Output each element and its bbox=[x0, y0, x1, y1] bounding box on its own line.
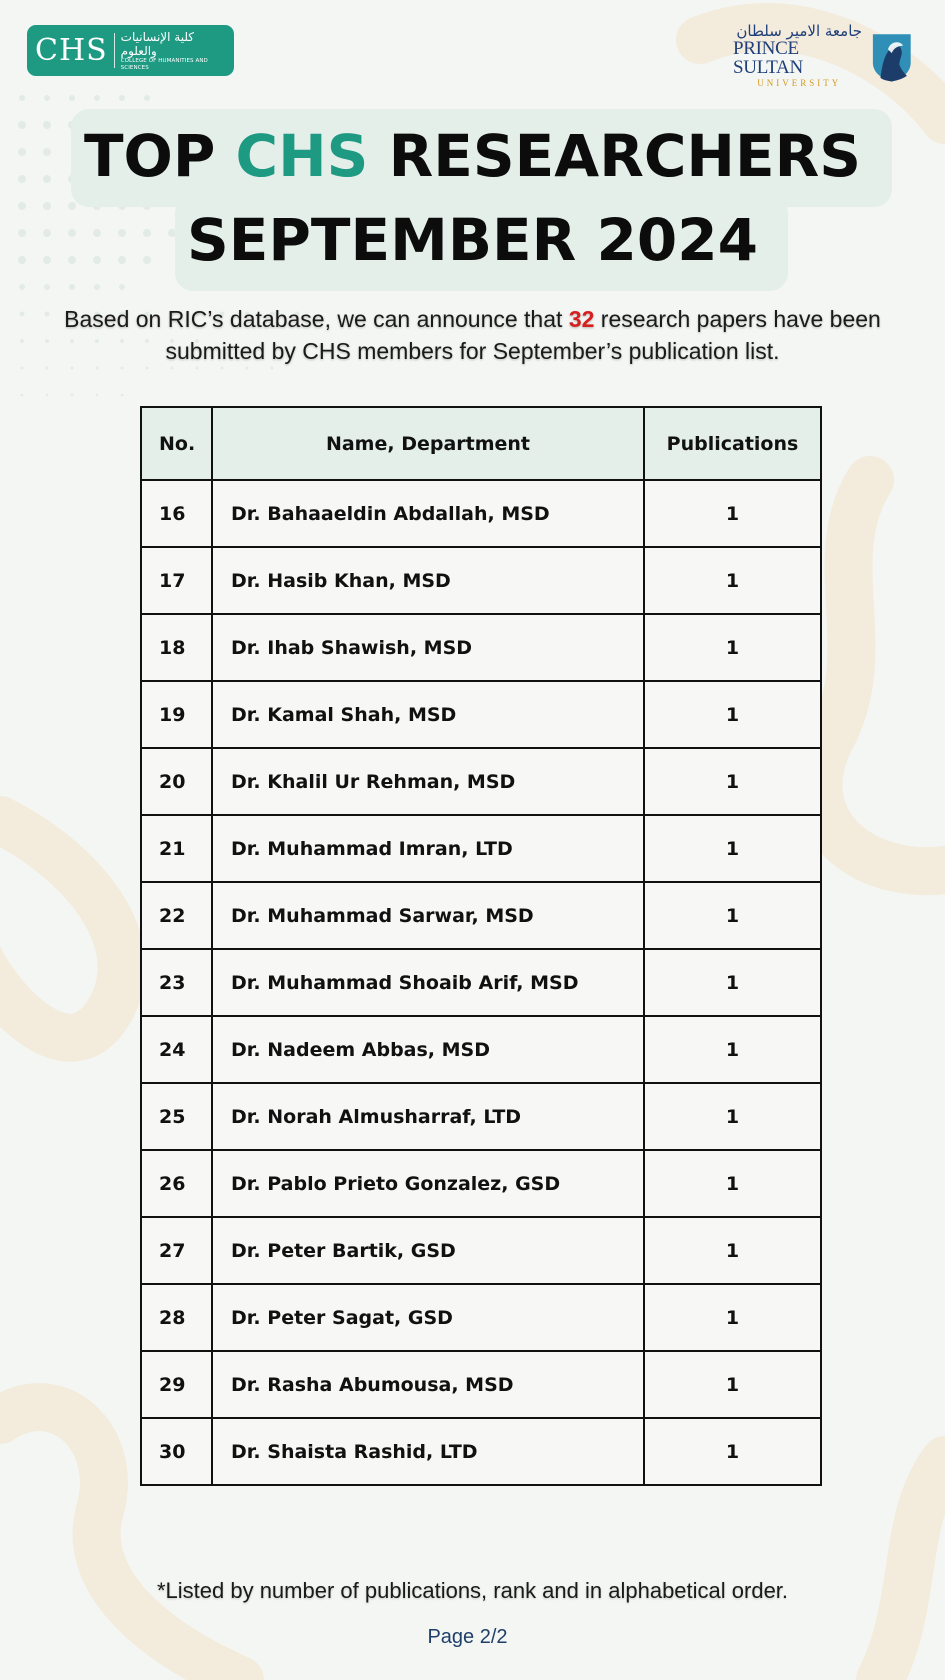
psu-logo-university: UNIVERSITY bbox=[757, 78, 842, 88]
researchers-table bbox=[140, 406, 822, 1486]
table-row bbox=[141, 748, 821, 815]
cell-publications: 1 bbox=[644, 614, 821, 681]
intro-text-after: research papers have been submitted by CHS members for September’s publication list. bbox=[165, 306, 881, 364]
chs-logo-english: COLLEGE OF HUMANITIES AND SCIENCES bbox=[120, 58, 208, 71]
table-row bbox=[141, 1016, 821, 1083]
intro-text-before: Based on RIC’s database, we can announce that bbox=[64, 306, 569, 332]
psu-logo bbox=[733, 22, 913, 88]
cell-no: 16 bbox=[141, 480, 212, 547]
cell-publications: 1 bbox=[644, 1150, 821, 1217]
cell-no: 29 bbox=[141, 1351, 212, 1418]
cell-publications: 1 bbox=[644, 1016, 821, 1083]
table-row bbox=[141, 1284, 821, 1351]
cell-name: Dr. Khalil Ur Rehman, MSD bbox=[212, 748, 644, 815]
cell-no: 25 bbox=[141, 1083, 212, 1150]
cell-name: Dr. Nadeem Abbas, MSD bbox=[212, 1016, 644, 1083]
cell-no: 19 bbox=[141, 681, 212, 748]
chs-logo bbox=[27, 25, 234, 76]
cell-publications: 1 bbox=[644, 815, 821, 882]
cell-publications: 1 bbox=[644, 882, 821, 949]
cell-name: Dr. Pablo Prieto Gonzalez, GSD bbox=[212, 1150, 644, 1217]
cell-no: 20 bbox=[141, 748, 212, 815]
cell-no: 24 bbox=[141, 1016, 212, 1083]
title-accent-chs: CHS bbox=[235, 122, 369, 190]
cell-no: 17 bbox=[141, 547, 212, 614]
psu-logo-arabic: جامعة الامير سلطان bbox=[736, 22, 863, 40]
cell-no: 27 bbox=[141, 1217, 212, 1284]
page-title-line2: SEPTEMBER 2024 bbox=[187, 206, 758, 274]
cell-publications: 1 bbox=[644, 1351, 821, 1418]
page-title-line1 bbox=[0, 122, 945, 190]
cell-publications: 1 bbox=[644, 547, 821, 614]
cell-no: 30 bbox=[141, 1418, 212, 1485]
intro-paragraph bbox=[45, 303, 900, 367]
cell-publications: 1 bbox=[644, 1418, 821, 1485]
cell-no: 26 bbox=[141, 1150, 212, 1217]
chs-logo-text bbox=[115, 30, 226, 72]
cell-name: Dr. Shaista Rashid, LTD bbox=[212, 1418, 644, 1485]
cell-name: Dr. Rasha Abumousa, MSD bbox=[212, 1351, 644, 1418]
table-header-row bbox=[141, 407, 821, 480]
table-row bbox=[141, 614, 821, 681]
cell-name: Dr. Muhammad Imran, LTD bbox=[212, 815, 644, 882]
table-row bbox=[141, 480, 821, 547]
cell-publications: 1 bbox=[644, 949, 821, 1016]
table-row bbox=[141, 882, 821, 949]
cell-name: Dr. Bahaaeldin Abdallah, MSD bbox=[212, 480, 644, 547]
cell-publications: 1 bbox=[644, 1083, 821, 1150]
chs-logo-abbreviation: CHS bbox=[35, 33, 115, 68]
cell-no: 21 bbox=[141, 815, 212, 882]
table-row bbox=[141, 1217, 821, 1284]
footnote: *Listed by number of publications, rank and in alphabetical order. bbox=[156, 1578, 789, 1603]
cell-no: 28 bbox=[141, 1284, 212, 1351]
title-word-researchers: RESEARCHERS bbox=[368, 122, 862, 190]
chs-logo-arabic: كلية الإنسانيات والعلوم bbox=[120, 29, 195, 58]
cell-name: Dr. Kamal Shah, MSD bbox=[212, 681, 644, 748]
paper-count: 32 bbox=[568, 306, 595, 332]
table-row bbox=[141, 949, 821, 1016]
cell-publications: 1 bbox=[644, 681, 821, 748]
table-row bbox=[141, 1351, 821, 1418]
header-name: Name, Department bbox=[212, 407, 644, 480]
cell-name: Dr. Muhammad Shoaib Arif, MSD bbox=[212, 949, 644, 1016]
table-row bbox=[141, 1150, 821, 1217]
title-word-top: TOP bbox=[83, 122, 236, 190]
cell-name: Dr. Norah Almusharraf, LTD bbox=[212, 1083, 644, 1150]
cell-no: 22 bbox=[141, 882, 212, 949]
cell-publications: 1 bbox=[644, 480, 821, 547]
table-row bbox=[141, 547, 821, 614]
cell-name: Dr. Peter Sagat, GSD bbox=[212, 1284, 644, 1351]
cell-publications: 1 bbox=[644, 1284, 821, 1351]
cell-publications: 1 bbox=[644, 1217, 821, 1284]
header-publications: Publications bbox=[644, 407, 821, 480]
table-row bbox=[141, 815, 821, 882]
cell-no: 23 bbox=[141, 949, 212, 1016]
cell-name: Dr. Hasib Khan, MSD bbox=[212, 547, 644, 614]
cell-name: Dr. Peter Bartik, GSD bbox=[212, 1217, 644, 1284]
cell-no: 18 bbox=[141, 614, 212, 681]
header-no: No. bbox=[141, 407, 212, 480]
cell-publications: 1 bbox=[644, 748, 821, 815]
cell-name: Dr. Muhammad Sarwar, MSD bbox=[212, 882, 644, 949]
page-indicator: Page 2/2 bbox=[427, 1626, 508, 1648]
psu-emblem-icon bbox=[871, 29, 913, 83]
table-row bbox=[141, 681, 821, 748]
table-row bbox=[141, 1083, 821, 1150]
psu-logo-english: PRINCE SULTAN bbox=[733, 38, 803, 78]
cell-name: Dr. Ihab Shawish, MSD bbox=[212, 614, 644, 681]
psu-logo-text bbox=[733, 24, 865, 88]
table-row bbox=[141, 1418, 821, 1485]
